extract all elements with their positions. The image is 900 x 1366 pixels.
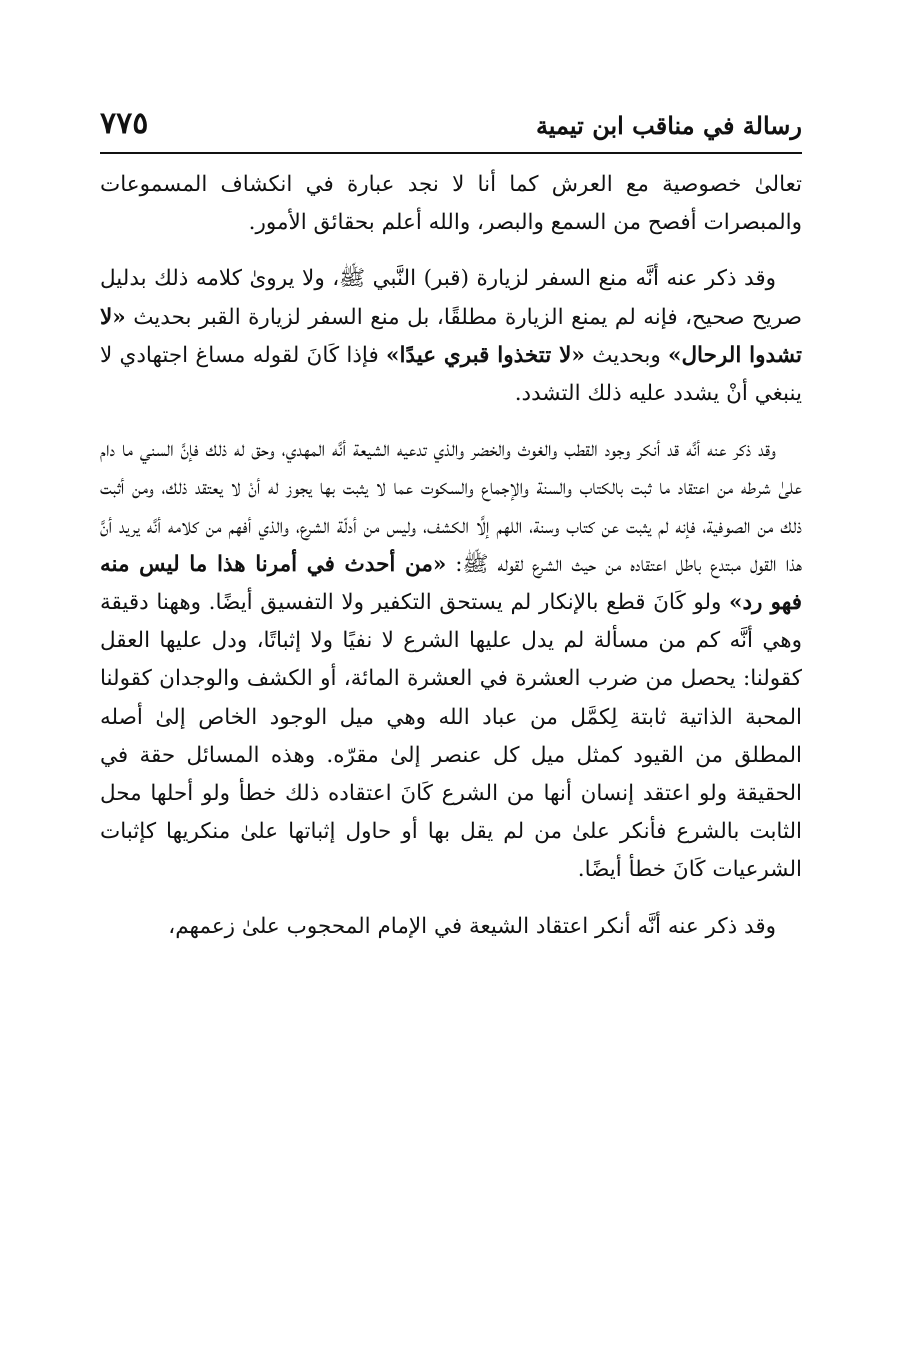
paragraph-2-text-start: وقد ذكر عنه أنَّه منع السفر لزيارة (قبر) النَّبي ﷺ، ولا يروىٰ كلامه ذلك بدليل صريح صحيح، فإنه لم يمنع الزيارة مطلقًا، بل منع السفر لزيارة القبر بحديث — [100, 266, 802, 330]
hadith-quote-innovation: «من أحدث في أمرنا هذا ما ليس منه فهو رد» — [100, 551, 802, 616]
paragraph-2-text-middle: وبحديث — [584, 342, 668, 368]
hadith-quote-no-festival: «لا تتخذوا قبري عيدًا» — [386, 342, 585, 368]
paragraph-4-text: وقد ذكر عنه أنَّه أنكر اعتقاد الشيعة في الإمام المحجوب علىٰ زعمهم، — [168, 913, 776, 939]
page-header — [100, 104, 802, 154]
paragraph-2-text-end: فإذا كَانَ لقوله مساغ اجتهادي لا ينبغي أنْ يشدد عليه ذلك التشدد. — [100, 342, 802, 407]
paragraph-3-text-start: وقد ذكر عنه أنَّه قد أنكر وجود القطب والغوث والخضر والذي تدعيه الشيعة أنَّه المهدي، وحق له ذلك فإنَّ السني ما دام علىٰ شرطه من اعتقاد ما ثبت بالكتاب والسنة والإجماع والسكوت عما لا يثبت بها يجوز له أنْ لا يعتقد ذلك، ومن أثبت ذلك من الصوفية، فإنه لم يثبت عن كتاب وسنة، اللهم إلَّا الكشف، وليس من أدلّة الشرع، والذي أفهم من كلامه أنَّه يريد أنَّ هذا القول مبتدع باطل اعتقاده من حيث الشرع لقوله ﷺ: — [100, 437, 803, 577]
paragraph-3-text-end: ولو كَانَ قطع بالإنكار لم يستحق التكفير ولا التفسيق أيضًا. وههنا دقيقة وهي أنَّه كم من مسألة لم يدل عليها الشرع لا نفيًا ولا إثباتًا، ودل عليها العقل كقولنا: يحصل من ضرب العشرة في العشرة المائة، أو الكشف والوجدان كقولنا المحبة الذاتية ثابتة لِكمَّل من عباد الله وهي ميل الوجود الخاص إلىٰ أصله المطلق من القيود كمثل ميل كل عنصر إلىٰ مقرّه. وهذه المسائل حقة في الحقيقة ولو اعتقد إنسان أنها من الشرع كَانَ اعتقاده ذلك خطأ ولو أحلها محل الثابت بالشرع فأنكر علىٰ من لم يقل بها أو حاول إثباتها علىٰ منكريها كإثبات الشرعيات كَانَ خطأ أيضًا. — [100, 590, 802, 883]
page-body — [100, 166, 802, 964]
paragraph-3 — [100, 431, 802, 889]
page-number: ٧٧٥ — [100, 106, 149, 141]
paragraph-4 — [100, 908, 802, 946]
running-title: رسالة في مناقب ابن تيمية — [535, 111, 802, 140]
paragraph-2 — [100, 260, 802, 413]
paragraph-1 — [100, 166, 802, 242]
paragraph-1-text: تعالىٰ خصوصية مع العرش كما أنا لا نجد عبارة في انكشاف المسموعات والمبصرات أفصح من السمع والبصر، والله أعلم بحقائق الأمور. — [100, 172, 802, 236]
hadith-quote-no-travel: «لا تشدوا الرحال» — [100, 304, 802, 368]
